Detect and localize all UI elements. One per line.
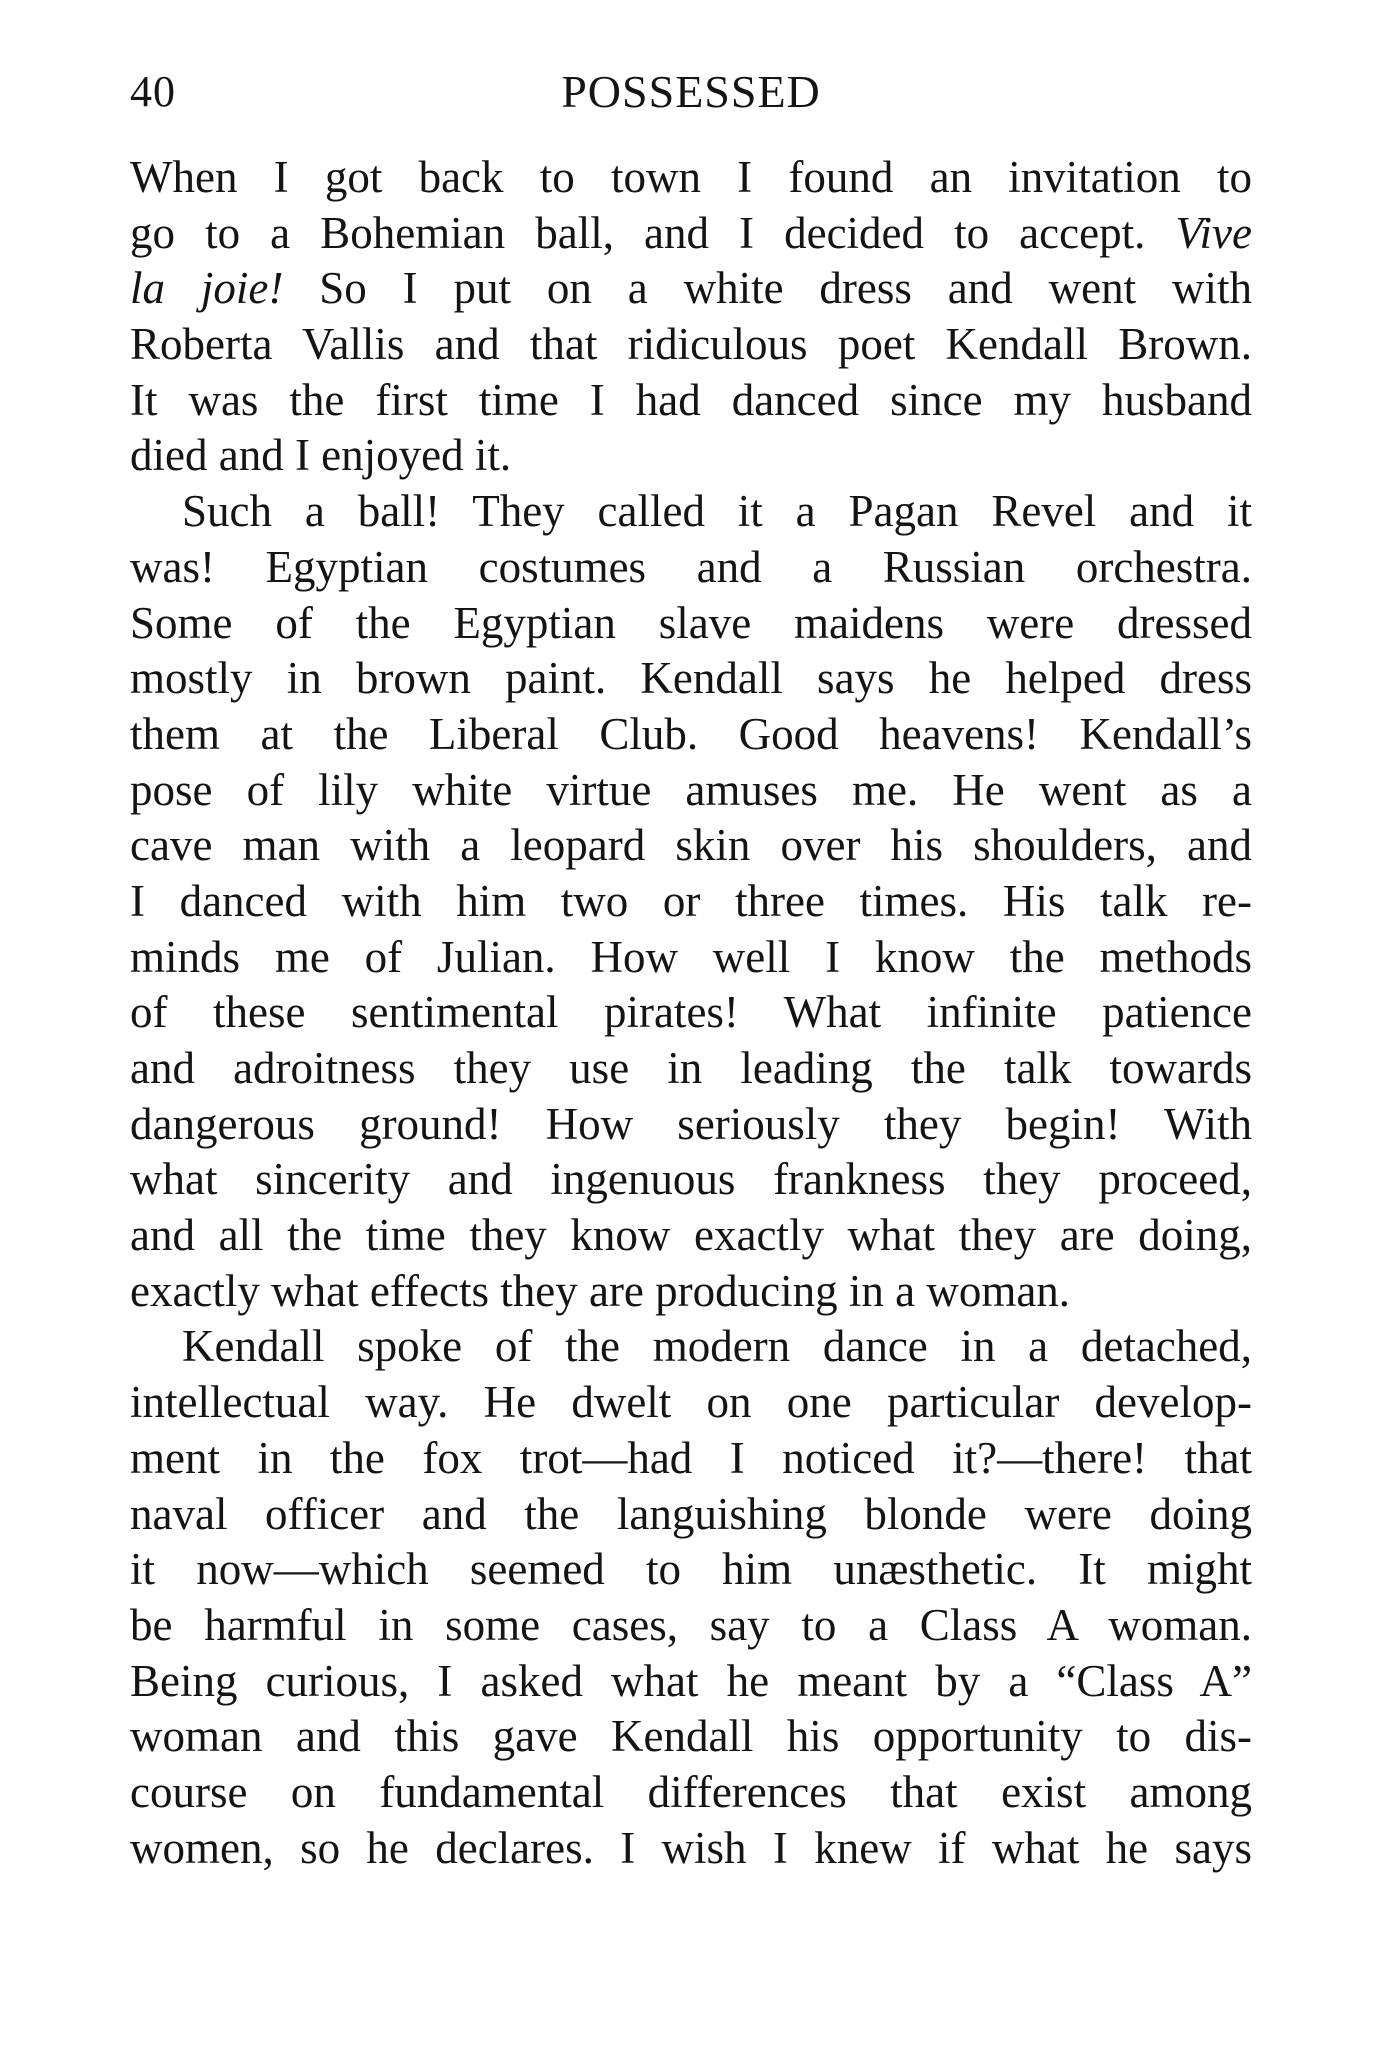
paragraph-start-line: Such a ball! They called it a Pagan Revel and it: [182, 486, 1252, 537]
text-line: cave man with a leopard skin over his shoulders, and: [130, 820, 1252, 871]
italic-phrase: la joie!: [130, 263, 284, 314]
text-line: naval officer and the languishing blonde were doing: [130, 1488, 1252, 1539]
text-line: Some of the Egyptian slave maidens were dressed: [130, 597, 1252, 648]
text-line: minds me of Julian. How well I know the methods: [130, 931, 1252, 982]
page-number: 40: [130, 67, 176, 116]
text-line: it now—which seemed to him unæsthetic. It might: [130, 1544, 1252, 1595]
page-header: [130, 62, 1252, 122]
text-line: I danced with him two or three times. His talk re-: [130, 875, 1252, 926]
text-line: ment in the fox trot—had I noticed it?—there! that: [130, 1432, 1252, 1483]
text-line: of these sentimental pirates! What infinite patience: [130, 987, 1252, 1038]
text-line: pose of lily white virtue amuses me. He went as a: [130, 764, 1252, 815]
text-line: It was the first time I had danced since my husband: [130, 374, 1252, 425]
text-line: died and I enjoyed it.: [130, 430, 512, 481]
text-line: mostly in brown paint. Kendall says he helped dress: [130, 653, 1252, 704]
paragraph-start-line: Kendall spoke of the modern dance in a detached,: [182, 1321, 1252, 1372]
text-line: Roberta Vallis and that ridiculous poet Kendall Brown.: [130, 319, 1252, 370]
text-line: be harmful in some cases, say to a Class A woman.: [130, 1599, 1252, 1650]
text-line: course on fundamental differences that exist among: [130, 1766, 1252, 1817]
text-line: Being curious, I asked what he meant by a “Class A”: [130, 1655, 1252, 1706]
italic-phrase: Vive: [1175, 207, 1252, 258]
body-text: [130, 150, 1252, 1876]
text-line: them at the Liberal Club. Good heavens! Kendall’s: [130, 708, 1252, 759]
text-line: was! Egyptian costumes and a Russian orchestra.: [130, 541, 1252, 592]
text-line: intellectual way. He dwelt on one particular develop-: [130, 1377, 1252, 1428]
running-title: POSSESSED: [561, 66, 821, 117]
text-line: women, so he declares. I wish I knew if what he says: [130, 1822, 1252, 1873]
text-line: When I got back to town I found an invitation to: [130, 152, 1252, 202]
text-line: and adroitness they use in leading the talk towards: [130, 1043, 1252, 1093]
text-line: and all the time they know exactly what they are doing,: [130, 1210, 1252, 1261]
text-line: woman and this gave Kendall his opportunity to dis-: [130, 1711, 1252, 1762]
text-line: la joie! So I put on a white dress and went with: [130, 263, 1252, 314]
text-line: what sincerity and ingenuous frankness they proceed,: [130, 1154, 1252, 1205]
text-line: dangerous ground! How seriously they begin! With: [130, 1098, 1252, 1149]
text-line: exactly what effects they are producing in a woman.: [130, 1265, 1071, 1316]
text-line: go to a Bohemian ball, and I decided to accept. Vive: [130, 207, 1252, 258]
